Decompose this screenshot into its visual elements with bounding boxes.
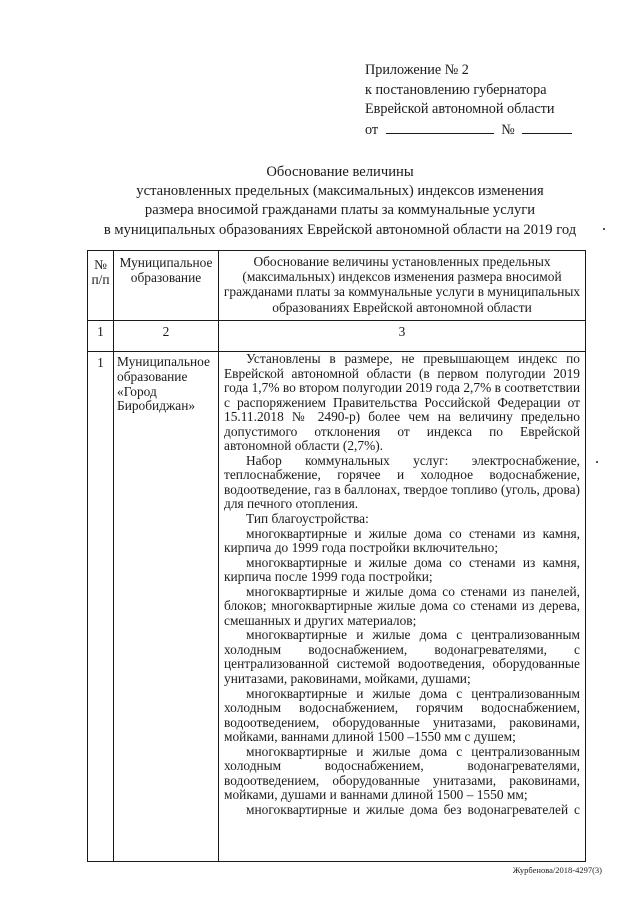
footer-code: Журбенова/2018-4297(3) (512, 865, 602, 875)
paragraph-type-7: многоквартирные и жилые дома без водонагревателей с (246, 801, 580, 817)
number-blank (522, 120, 572, 134)
scan-speck (596, 461, 598, 463)
date-blank (386, 120, 494, 134)
header-justification: Обоснование величины установленных предельных (максимальных) индексов изменения размера вносимой гражданами платы за коммунальные услуги в муниципальных образованиях Еврейской автономной области (219, 251, 586, 321)
paragraph-type-1: многоквартирные и жилые дома со стенами из камня, кирпича до 1999 года постройки включительно; (224, 525, 580, 556)
scan-speck (603, 228, 605, 230)
paragraph-services: Набор коммунальных услуг: электроснабжение, теплоснабжение, горячее и холодное водоснабжение, водоотведение, газ в баллонах, твердое топливо (уголь, дрова) для печного отопления. (224, 452, 580, 512)
paragraph-type-3: многоквартирные и жилые дома со стенами из панелей, блоков; многоквартирные жилые дома со стенами из дерева, смешанных и других материалов; (224, 583, 580, 628)
column-number-2: 2 (114, 321, 219, 352)
paragraph-type-heading: Тип благоустройства: (246, 511, 369, 527)
header-municipality: Муниципальное образование (114, 251, 219, 321)
row-municipality: Муниципальное образование «Город Биробиджан» (114, 352, 219, 862)
justification-table (87, 250, 586, 862)
title-line-4: в муниципальных образованиях Еврейской автономной области на 2019 год (103, 221, 577, 238)
column-number-row (88, 321, 586, 352)
title-line-1: Обоснование величины (266, 164, 414, 180)
appendix-region: Еврейской автономной области (365, 101, 555, 117)
appendix-number-label: № (501, 121, 515, 138)
paragraph-type-2: многоквартирные и жилые дома со стенами из камня, кирпича после 1999 года постройки; (224, 554, 580, 585)
paragraph-type-5: многоквартирные и жилые дома с централизованным холодным водоснабжением, горячим водоснабжением, водоотведением, оборудованные унитазами, раковинами, мойками, ваннами длиной 1500 –1550 мм с душем; (224, 685, 580, 745)
table-row (88, 352, 586, 862)
appendix-from-label: от (365, 121, 379, 138)
appendix-date-line (365, 120, 605, 141)
title-line-2: установленных предельных (максимальных) индексов изменения (136, 183, 544, 200)
appendix-resolution: к постановлению губернатора (365, 81, 547, 98)
header-num: № п/п (88, 251, 114, 321)
title-line-3: размера вносимой гражданами платы за коммунальные услуги (144, 202, 536, 219)
paragraph-type-6: многоквартирные и жилые дома с централизованным холодным водоснабжением, водонагревателями, водоотведением, оборудованные унитазами, раковинами, мойками, душами и ваннами длиной 1500 – 1550 мм; (224, 743, 580, 803)
row-justification (219, 352, 586, 862)
paragraph-type-4: многоквартирные и жилые дома с централизованным холодным водоснабжением, водонагревателями, с централизованной системой водоотведения, оборудованные унитазами, раковинами, мойками, душами; (224, 627, 580, 687)
appendix-number: Приложение № 2 (365, 62, 469, 78)
table-header-row (88, 251, 586, 321)
appendix-block (365, 61, 605, 140)
column-number-3: 3 (219, 321, 586, 352)
document-title (60, 163, 620, 240)
paragraph-indices: Установлены в размере, не превышающем индекс по Еврейской автономной области (в первом полугодии 2019 года 1,7% во втором полугодии 2019 года 2,7% в соответствии с распоряжением Правительства Российской Федерации от 15.11.2018 № 2490-р) более чем на величину предельно допустимого отклонения от индекса по Еврейской автономной области (2,7%). (224, 351, 580, 454)
row-number: 1 (88, 352, 114, 862)
column-number-1: 1 (88, 321, 114, 352)
